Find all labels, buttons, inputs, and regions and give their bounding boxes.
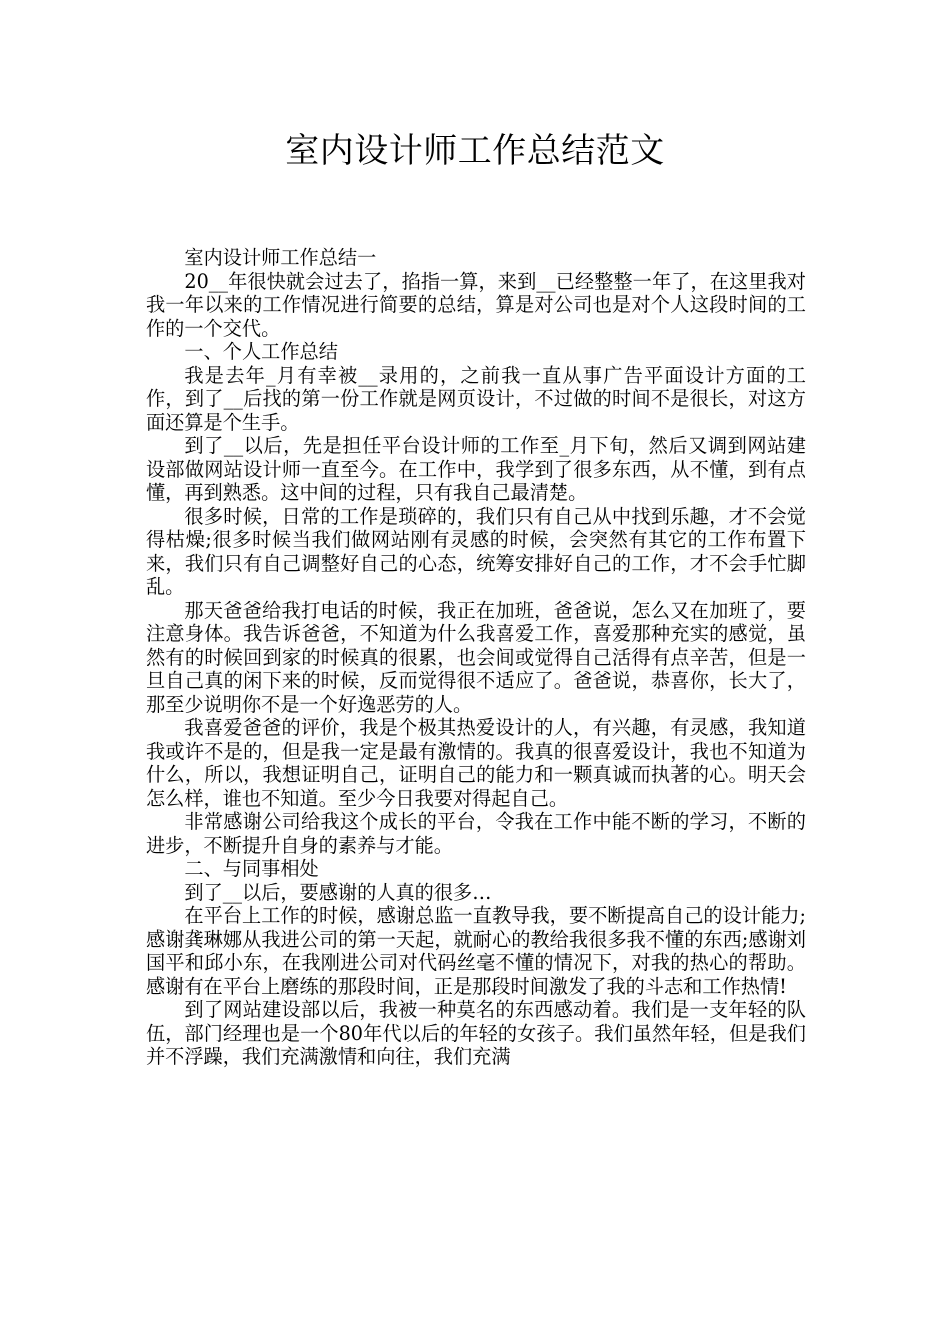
paragraph: 我是去年_月有幸被__录用的，之前我一直从事广告平面设计方面的工作，到了__后找的第一份工作就是网页设计，不过做的时间不是很长，对这方面还算是个生手。 [146, 363, 806, 434]
paragraph: 那天爸爸给我打电话的时候，我正在加班，爸爸说，怎么又在加班了，要注意身体。我告诉爸爸，不知道为什么我喜爱工作，喜爱那种充实的感觉，虽然有的时候回到家的时候真的很累，也会间或觉得自己活得有点辛苦，但是一旦自己真的闲下来的时候，反而觉得很不适应了。爸爸说，恭喜你，长大了，那至少说明你不是一个好逸恶劳的人。 [146, 598, 806, 716]
paragraph: 非常感谢公司给我这个成长的平台，令我在工作中能不断的学习，不断的进步，不断提升自身的素养与才能。 [146, 810, 806, 857]
section-heading: 一、个人工作总结 [184, 340, 338, 363]
document-body [146, 246, 806, 1069]
paragraph: 在平台上工作的时候，感谢总监一直教导我，要不断提高自己的设计能力;感谢龚琳娜从我进公司的第一天起，就耐心的教给我很多我不懂的东西;感谢刘国平和邱小东，在我刚进公司对代码丝毫不懂的情况下，对我的热心的帮助。感谢有在平台上磨练的那段时间，正是那段时间激发了我的斗志和工作热情! [146, 904, 806, 998]
paragraph: 到了__以后，要感谢的人真的很多… [184, 880, 492, 904]
page-title: 室内设计师工作总结范文 [285, 131, 665, 171]
paragraph: 很多时候，日常的工作是琐碎的，我们只有自己从中找到乐趣，才不会觉得枯燥;很多时候当我们做网站刚有灵感的时候，会突然有其它的工作布置下来，我们只有自己调整好自己的心态，统筹安排好自己的工作，才不会手忙脚乱。 [146, 504, 806, 598]
paragraph: 到了__以后，先是担任平台设计师的工作至_月下旬，然后又调到网站建设部做网站设计师一直至今。在工作中，我学到了很多东西，从不懂，到有点懂，再到熟悉。这中间的过程，只有我自己最清楚。 [146, 434, 806, 504]
section-heading: 二、与同事相处 [184, 857, 319, 880]
paragraph: 我喜爱爸爸的评价，我是个极其热爱设计的人，有兴趣，有灵感，我知道我或许不是的，但是我一定是最有激情的。我真的很喜爱设计，我也不知道为什么，所以，我想证明自己，证明自己的能力和一颗真诚而执著的心。明天会怎么样，谁也不知道。至少今日我要对得起自己。 [146, 716, 806, 810]
paragraph: 到了网站建设部以后，我被一种莫名的东西感动着。我们是一支年轻的队伍，部门经理也是一个80年代以后的年轻的女孩子。我们虽然年轻，但是我们并不浮躁，我们充满激情和向往，我们充满 [146, 998, 806, 1068]
section-heading: 室内设计师工作总结一 [184, 246, 377, 269]
paragraph: 20__年很快就会过去了，掐指一算，来到__已经整整一年了，在这里我对我一年以来的工作情况进行简要的总结，算是对公司也是对个人这段时间的工作的一个交代。 [146, 269, 806, 340]
